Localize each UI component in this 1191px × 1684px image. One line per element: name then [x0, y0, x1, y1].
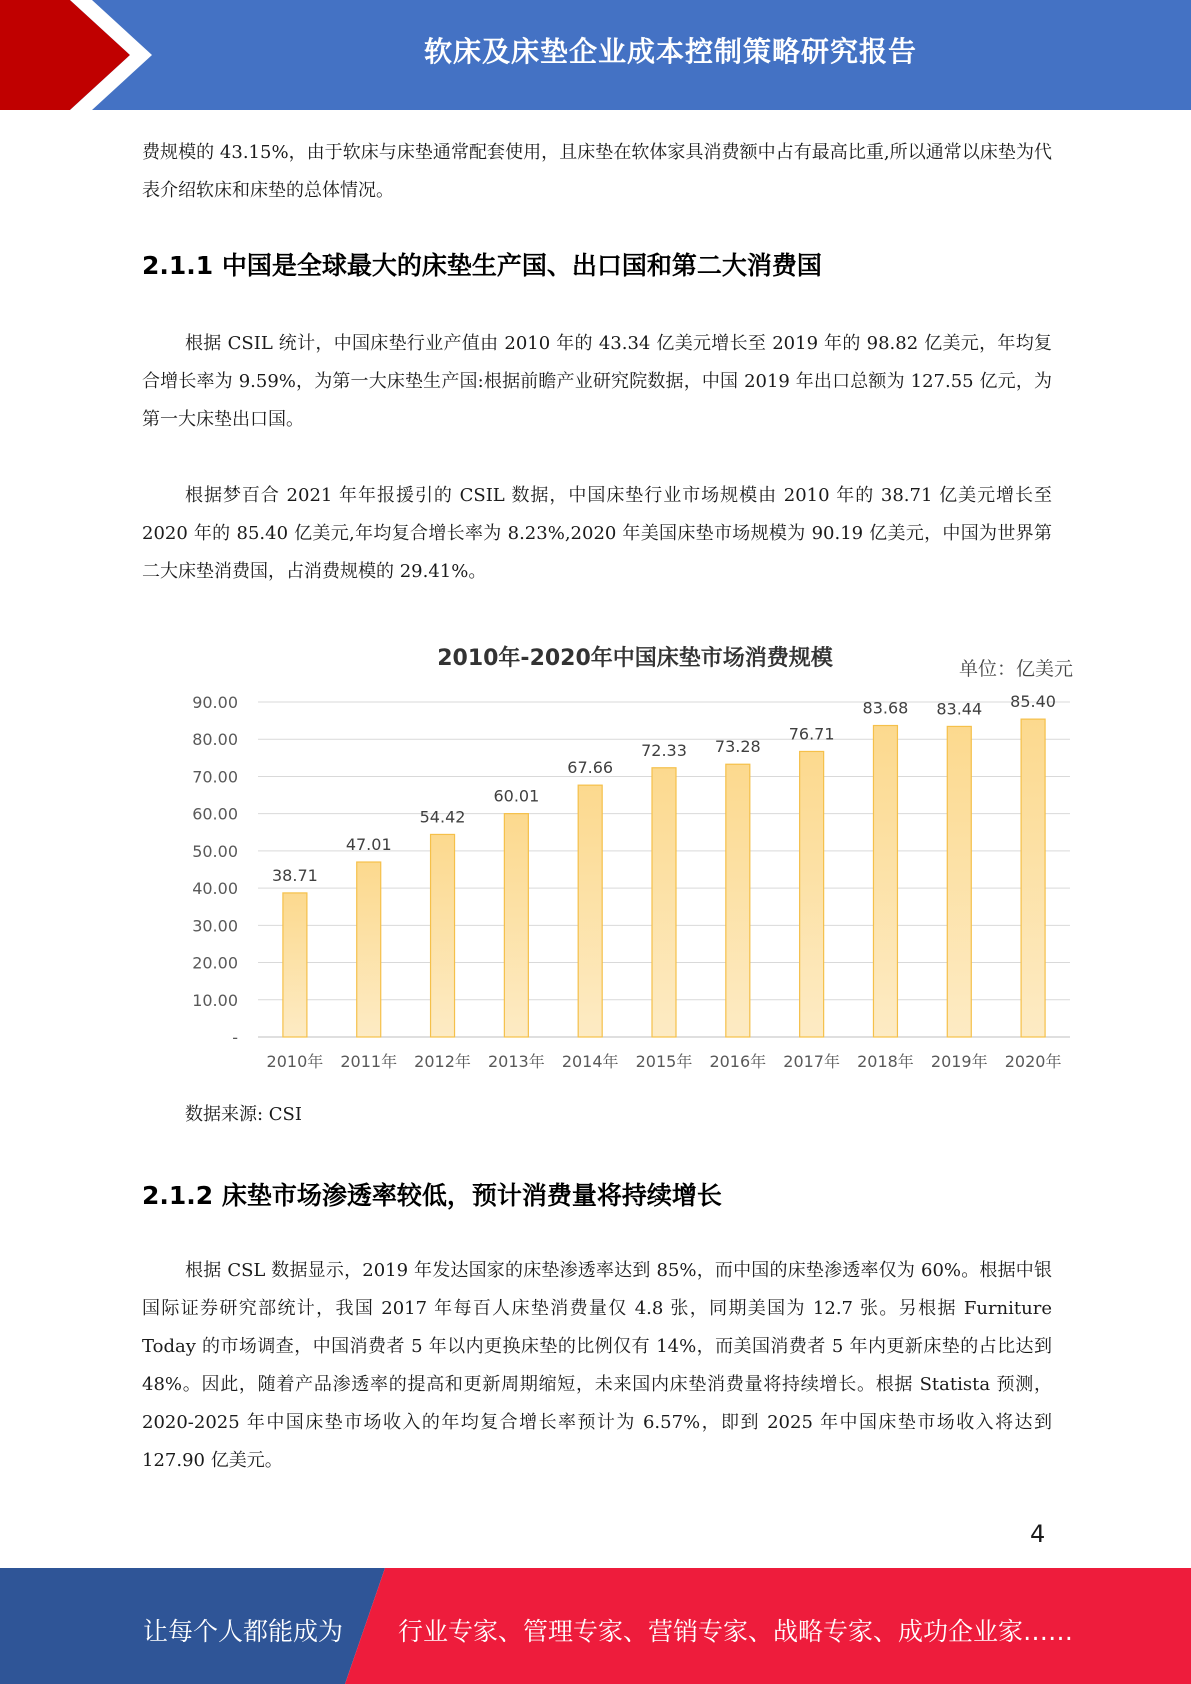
chart-unit-label: 单位：亿美元	[958, 658, 1073, 680]
bar-value-label: 67.66	[567, 758, 614, 778]
bar	[1021, 719, 1045, 1037]
section-1-paragraph-1: 根据 CSIL 统计，中国床垫行业产值由 2010 年的 43.34 亿美元增长至 2019 年的 98.82 亿美元，年均复合增长率为 9.59%，为第一大床垫生产国:根据前瞻产业研究院数据，中国 2019 年出口总额为 127.55 亿元，为第一大床垫出口国。	[142, 333, 1052, 430]
y-tick-label: 60.00	[192, 804, 238, 824]
x-tick-label: 2011年	[340, 1052, 398, 1071]
bar-chart	[180, 630, 1080, 1080]
section-heading-2-1-1: 2.1.1 中国是全球最大的床垫生产国、出口国和第二大消费国	[142, 251, 822, 280]
bar-value-label: 72.33	[641, 740, 687, 760]
section-1-paragraph-2: 根据梦百合 2021 年年报援引的 CSIL 数据，中国床垫行业市场规模由 2010 年的 38.71 亿美元增长至 2020 年的 85.40 亿美元,年均复合增长率为 8.23%,2020 年美国床垫市场规模为 90.19 亿美元，中国为世界第二大床垫消费国，占消费规模的 29.41%。	[142, 485, 1052, 582]
x-tick-label: 2019年	[930, 1052, 988, 1071]
y-tick-label: 50.00	[192, 841, 238, 861]
chart-bars	[283, 719, 1045, 1037]
bar	[283, 893, 307, 1037]
x-tick-label: 2010年	[266, 1052, 324, 1071]
bar	[504, 814, 528, 1037]
section-2-paragraph: 根据 CSL 数据显示，2019 年发达国家的床垫渗透率达到 85%，而中国的床垫渗透率仅为 60%。根据中银国际证券研究部统计，我国 2017 年每百人床垫消费量仅 4.8 张，同期美国为 12.7 张。另根据 Furniture Today 的市场调查，中国消费者 5 年以内更换床垫的比例仅有 14%，而美国消费者 5 年内更新床垫的占比达到 48%。因此，随着产品渗透率的提高和更新周期缩短，未来国内床垫消费量将持续增长。根据 Statista 预测，2020-2025 年中国床垫市场收入的年均复合增长率预计为 6.57%，即到 2025 年中国床垫市场收入将达到 127.90 亿美元。	[142, 1260, 1052, 1471]
bar-value-label: 47.01	[345, 835, 392, 855]
x-tick-label: 2014年	[561, 1052, 619, 1071]
y-tick-label: 10.00	[192, 990, 238, 1010]
x-tick-label: 2017年	[783, 1052, 841, 1071]
bar	[578, 785, 602, 1037]
y-tick-label: -	[232, 1028, 238, 1047]
bar-value-label: 73.28	[714, 737, 761, 757]
bar-value-label: 83.68	[862, 698, 909, 718]
y-tick-label: 70.00	[192, 767, 238, 787]
bar	[947, 726, 971, 1037]
y-tick-label: 90.00	[192, 693, 238, 712]
x-tick-label: 2016年	[709, 1052, 767, 1071]
chart-labels	[192, 692, 1061, 1071]
bar	[431, 834, 455, 1037]
bar-value-label: 83.44	[936, 699, 983, 719]
footer-slogan-right: 行业专家、管理专家、营销专家、战略专家、成功企业家……	[398, 1617, 1074, 1646]
x-tick-label: 2018年	[857, 1052, 914, 1071]
y-tick-label: 80.00	[192, 730, 238, 750]
bar-value-label: 85.40	[1010, 692, 1056, 712]
y-tick-label: 30.00	[192, 916, 238, 936]
page-number: 4	[1030, 1520, 1046, 1548]
bar	[357, 862, 381, 1037]
header-arrow-decoration	[0, 0, 160, 110]
header-title: 软床及床垫企业成本控制策略研究报告	[423, 35, 917, 68]
y-tick-label: 20.00	[192, 953, 238, 973]
bar	[726, 764, 750, 1037]
intro-paragraph: 费规模的 43.15%，由于软床与床垫通常配套使用，且床垫在软体家具消费额中占有最高比重,所以通常以床垫为代表介绍软床和床垫的总体情况。	[142, 142, 1052, 201]
bar-value-label: 60.01	[493, 786, 540, 806]
x-tick-label: 2013年	[487, 1052, 545, 1071]
chart-title: 2010年-2020年中国床垫市场消费规模	[437, 646, 833, 671]
bar-value-label: 54.42	[419, 807, 466, 827]
x-tick-label: 2012年	[414, 1052, 471, 1071]
x-tick-label: 2020年	[1004, 1052, 1062, 1071]
footer-slogan-left: 让每个人都能成为	[143, 1617, 344, 1646]
bar-value-label: 76.71	[788, 724, 835, 744]
y-tick-label: 40.00	[192, 879, 238, 899]
bar	[652, 768, 676, 1037]
x-tick-label: 2015年	[635, 1052, 693, 1071]
page-header	[0, 0, 1191, 110]
data-source-note: 数据来源: CSI	[185, 1104, 302, 1125]
bar-value-label: 38.71	[272, 865, 318, 885]
bar	[800, 751, 824, 1037]
section-heading-2-1-2: 2.1.2 床垫市场渗透率较低，预计消费量将持续增长	[142, 1181, 722, 1210]
bar	[873, 726, 897, 1037]
